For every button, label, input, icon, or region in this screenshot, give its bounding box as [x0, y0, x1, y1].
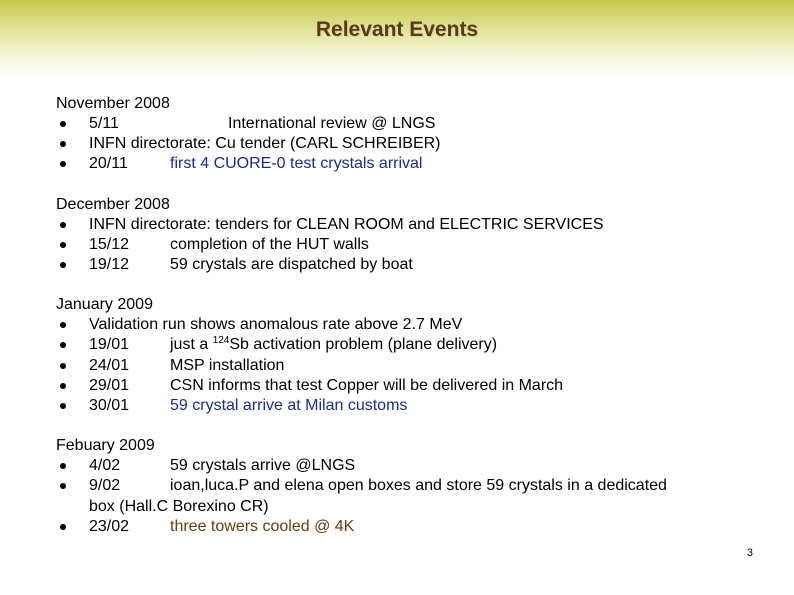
- item-text: 59 crystal arrive at Milan customs: [170, 397, 408, 415]
- section-title: November 2008: [56, 95, 170, 112]
- section-title: January 2009: [56, 296, 153, 314]
- item-text: 59 crystals arrive @LNGS: [170, 457, 356, 475]
- list-item: [56, 255, 776, 275]
- item-text: three towers cooled @ 4K: [170, 517, 355, 535]
- bullet-icon: [60, 403, 66, 409]
- bullet-icon: [60, 483, 66, 489]
- item-date: 15/12: [89, 235, 130, 253]
- section-title: December 2008: [56, 195, 170, 213]
- slide-title: Relevant Events: [315, 18, 479, 41]
- item-date: 9/02: [89, 477, 121, 495]
- item-text-continued: box (Hall.C Borexino CR): [89, 497, 269, 515]
- section-january-2009: [56, 295, 776, 416]
- bullet-icon: [60, 342, 66, 348]
- item-date: 19/12: [89, 256, 130, 274]
- content: [56, 94, 776, 557]
- item-date: 20/11: [89, 155, 128, 173]
- bullet-icon: [60, 363, 66, 369]
- section-november-2008: [56, 94, 776, 175]
- item-text: first 4 CUORE-0 test crystals arrival: [170, 155, 423, 173]
- section-title: Febuary 2009: [56, 437, 155, 455]
- item-text: completion of the HUT walls: [170, 235, 369, 253]
- list-item: [56, 356, 776, 376]
- list-item: [56, 114, 776, 134]
- list-item: [56, 134, 776, 154]
- item-text: CSN informs that test Copper will be delivered in March: [170, 376, 564, 394]
- list-item: [56, 315, 776, 335]
- item-text-post: Sb activation problem (plane delivery): [229, 336, 498, 354]
- bullet-icon: [60, 161, 66, 167]
- item-text: Validation run shows anomalous rate above 2.7 MeV: [89, 316, 463, 334]
- list-item: [56, 235, 776, 255]
- item-date: 5/11: [89, 115, 119, 132]
- section-december-2008: [56, 195, 776, 276]
- item-text: 59 crystals are dispatched by boat: [170, 256, 413, 274]
- list-item: [56, 517, 776, 537]
- item-text: INFN directorate: tenders for CLEAN ROOM and ELECTRIC SERVICES: [89, 215, 604, 233]
- bullet-icon: [60, 463, 66, 469]
- item-date: 29/01: [89, 376, 130, 394]
- list-item: [56, 376, 776, 396]
- item-text: MSP installation: [170, 356, 285, 374]
- section-febuary-2009: [56, 436, 776, 537]
- bullet-icon: [60, 121, 66, 127]
- item-text-pre: just a: [170, 336, 213, 354]
- item-date: 23/02: [89, 517, 130, 535]
- bullet-icon: [60, 222, 66, 228]
- item-text: ioan,luca.P and elena open boxes and store 59 crystals in a dedicated: [170, 477, 667, 495]
- list-item: [56, 396, 776, 416]
- item-text: INFN directorate: Cu tender (CARL SCHREIBER): [89, 135, 441, 153]
- bullet-icon: [60, 242, 66, 248]
- item-date: 19/01: [89, 336, 130, 354]
- item-date: 24/01: [89, 356, 130, 374]
- list-item: [56, 335, 776, 355]
- list-item: [56, 154, 776, 174]
- item-date: 30/01: [89, 397, 130, 415]
- item-date: 4/02: [89, 457, 121, 475]
- item-text: International review @ LNGS: [228, 115, 436, 132]
- page-number: 3: [746, 547, 753, 559]
- list-item: [56, 456, 776, 476]
- bullet-icon: [60, 322, 66, 328]
- list-item: [56, 215, 776, 235]
- bullet-icon: [60, 524, 66, 530]
- list-item: [56, 476, 776, 516]
- bullet-icon: [60, 262, 66, 268]
- isotope-mass-number: 124: [212, 335, 230, 347]
- bullet-icon: [60, 383, 66, 389]
- bullet-icon: [60, 141, 66, 147]
